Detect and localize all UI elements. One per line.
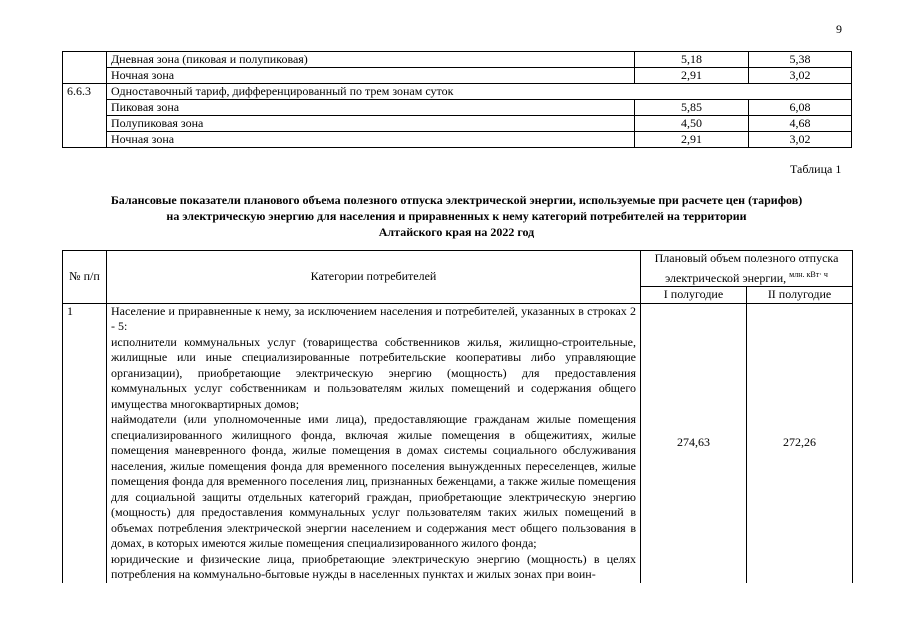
row-label: Дневная зона (пиковая и полупиковая) bbox=[107, 52, 635, 68]
row-half-2-value: 4,68 bbox=[749, 116, 852, 132]
row-half-2-value: 5,38 bbox=[749, 52, 852, 68]
row-label: Пиковая зона bbox=[107, 100, 635, 116]
header-number: № п/п bbox=[63, 251, 107, 304]
header-half-2: II полугодие bbox=[747, 287, 853, 304]
row-code bbox=[63, 116, 107, 132]
table-row bbox=[63, 116, 852, 132]
page-number: 9 bbox=[836, 22, 842, 36]
row-half-1-value: 4,50 bbox=[635, 116, 749, 132]
category-paragraph: исполнители коммунальных услуг (товарищества собственников жилья, жилищно-строительные, жилищные или иные специализированные потребительские кооперативы либо управляющие организации), приобретающие электрическую энергию (мощность) для предоставления коммунальных услуг собственникам и пользователям жилых помещений и содержания общего имущества многоквартирных домов; bbox=[111, 334, 636, 411]
row-half-2-value: 3,02 bbox=[749, 132, 852, 148]
category-paragraph: юридические и физические лица, приобретающие электрическую энергию (мощность) в целях потребления на коммунально-бытовые нужды в населенных пунктах и жилых зонах при воин- bbox=[111, 551, 636, 581]
row-half-1-value: 2,91 bbox=[635, 132, 749, 148]
row-code: 6.6.3 bbox=[63, 84, 107, 100]
title-line-3: Алтайского края на 2022 год bbox=[378, 225, 535, 239]
header-category: Категории потребителей bbox=[107, 251, 641, 304]
row-half-2-value: 6,08 bbox=[749, 100, 852, 116]
row-label: Ночная зона bbox=[107, 68, 635, 84]
table-title bbox=[62, 192, 851, 240]
balance-table bbox=[62, 250, 853, 583]
tariff-zones-table bbox=[62, 51, 852, 148]
title-line-2: на электрическую энергию для населения и приравненных к нему категорий потребителей на территории bbox=[166, 209, 747, 223]
row-code bbox=[63, 132, 107, 148]
category-paragraph: Население и приравненные к нему, за исключением населения и потребителей, указанных в строках 2 - 5: bbox=[111, 303, 636, 333]
table-row bbox=[63, 84, 852, 100]
row-label: Одноставочный тариф, дифференцированный по трем зонам суток bbox=[107, 84, 852, 100]
header-volume bbox=[641, 251, 853, 287]
table-label: Таблица 1 bbox=[790, 162, 842, 176]
row-code bbox=[63, 52, 107, 68]
table-row bbox=[63, 52, 852, 68]
row-code bbox=[63, 68, 107, 84]
row-label: Полупиковая зона bbox=[107, 116, 635, 132]
row-half-2-value: 3,02 bbox=[749, 68, 852, 84]
title-line-1: Балансовые показатели планового объема полезного отпуска электрической энергии, используемые при расчете цен (тарифов) bbox=[110, 193, 803, 207]
category-paragraph: наймодатели (или уполномоченные ими лица), предоставляющие гражданам жилые помещения специализированного жилищного фонда, включая жилые помещения в общежитиях, жилые помещения маневренного фонда, жилые помещения в домах системы социального обслуживания населения, жилые помещения фонда для временного поселения вынужденных переселенцев, жилые помещения фонда для временного поселения лиц, признанных беженцами, а также жилые помещения для социальной защиты отдельных категорий граждан, приобретающие электрическую энергию (мощность) для предоставления коммунальных услуг пользователям таких жилых помещений в объемах потребления электрической энергии населением и содержания мест общего пользования в домах, в которых имеются жилые помещения специализированного жилого фонда; bbox=[111, 412, 636, 550]
row-category-description bbox=[107, 303, 641, 583]
table-row bbox=[63, 303, 853, 583]
row-half-1-value: 5,18 bbox=[635, 52, 749, 68]
row-label: Ночная зона bbox=[107, 132, 635, 148]
row-half-1-value: 274,63 bbox=[641, 303, 747, 583]
header-volume-text: Плановый объем полезного отпуска электрической энергии, bbox=[654, 251, 839, 285]
table-row bbox=[63, 132, 852, 148]
row-number: 1 bbox=[63, 303, 107, 583]
table-row bbox=[63, 100, 852, 116]
row-half-1-value: 2,91 bbox=[635, 68, 749, 84]
table-row bbox=[63, 68, 852, 84]
header-half-1: I полугодие bbox=[641, 287, 747, 304]
row-code bbox=[63, 100, 107, 116]
header-volume-unit: млн. кВт· ч bbox=[789, 269, 828, 279]
row-half-2-value: 272,26 bbox=[747, 303, 853, 583]
row-half-1-value: 5,85 bbox=[635, 100, 749, 116]
